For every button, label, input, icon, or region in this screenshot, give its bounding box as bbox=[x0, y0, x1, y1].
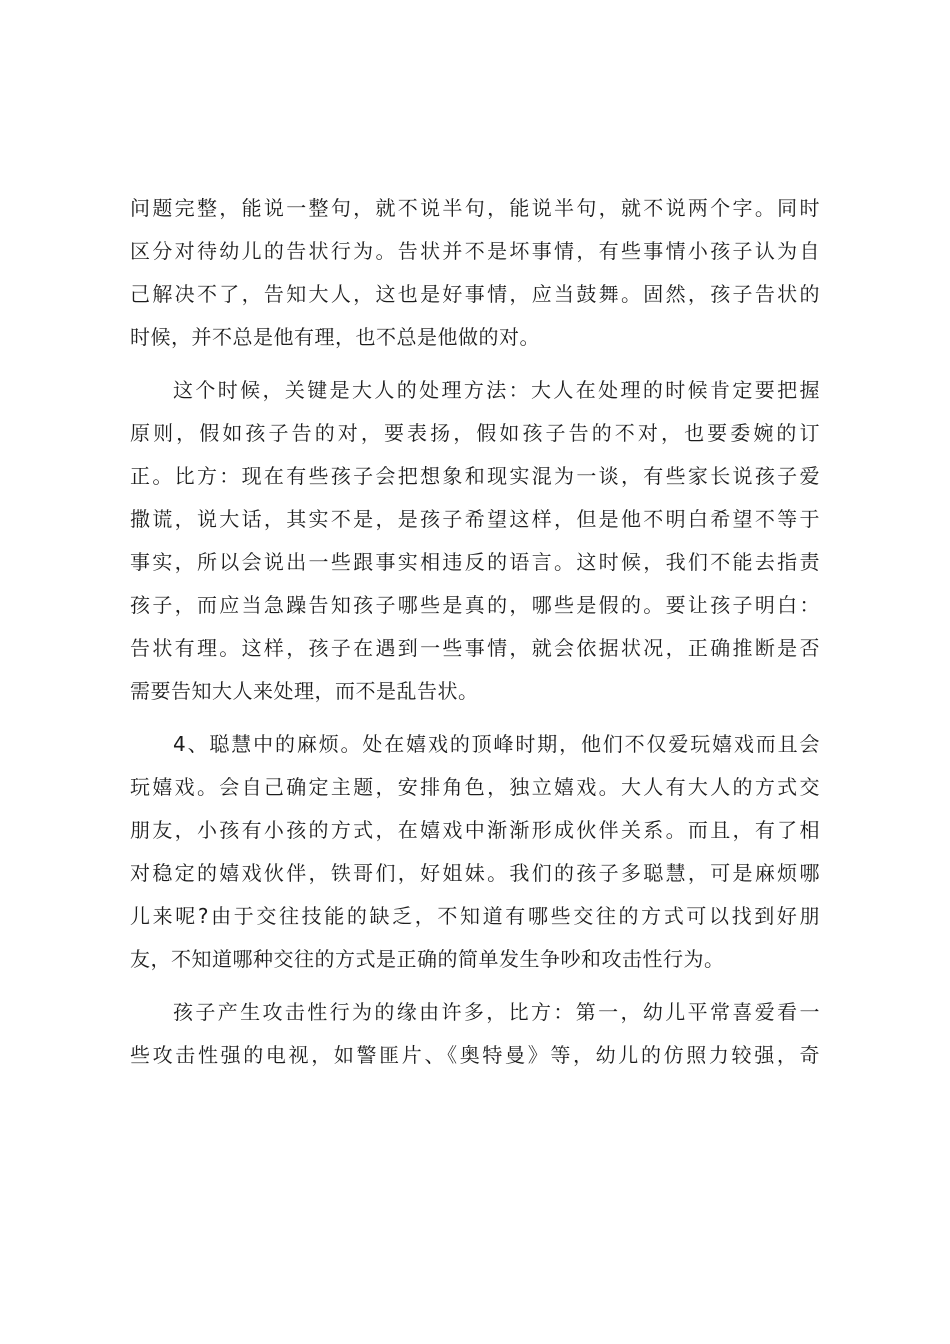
text-line: 告状有理。这样，孩子在遇到一些事情，就会依据状况，正确推断是否 bbox=[130, 636, 820, 660]
text-line: 儿来呢?由于交往技能的缺乏，不知道有哪些交往的方式可以找到好朋 bbox=[130, 904, 820, 928]
text-line: 朋友，小孩有小孩的方式，在嬉戏中渐渐形成伙伴关系。而且，有了相 bbox=[130, 818, 820, 842]
text-line: 撒谎，说大话，其实不是，是孩子希望这样，但是他不明白希望不等于 bbox=[130, 507, 820, 531]
text-line: 4、聪慧中的麻烦。处在嬉戏的顶峰时期，他们不仅爱玩嬉戏而且会 bbox=[173, 732, 820, 756]
text-line: 需要告知大人来处理，而不是乱告状。 bbox=[130, 679, 479, 703]
text-line: 原则，假如孩子告的对，要表扬，假如孩子告的不对，也要委婉的订 bbox=[130, 421, 820, 445]
document-body bbox=[130, 187, 820, 1077]
text-line: 友，不知道哪种交往的方式是正确的简单发生争吵和攻击性行为。 bbox=[130, 947, 725, 971]
text-line: 事实，所以会说出一些跟事实相违反的语言。这时候，我们不能去指责 bbox=[130, 550, 820, 574]
paragraph-3 bbox=[130, 723, 820, 981]
paragraph-4 bbox=[130, 991, 820, 1077]
text-line: 孩子，而应当急躁告知孩子哪些是真的，哪些是假的。要让孩子明白： bbox=[130, 593, 820, 617]
text-line: 些攻击性强的电视，如警匪片、《奥特曼》等，幼儿的仿照力较强，奇 bbox=[130, 1043, 820, 1067]
paragraph-1 bbox=[130, 187, 820, 359]
text-line: 正。比方：现在有些孩子会把想象和现实混为一谈，有些家长说孩子爱 bbox=[130, 464, 820, 488]
text-line: 时候，并不总是他有理，也不总是他做的对。 bbox=[130, 325, 540, 349]
paragraph-2 bbox=[130, 369, 820, 713]
text-line: 问题完整，能说一整句，就不说半句，能说半句，就不说两个字。同时 bbox=[130, 196, 820, 220]
text-line: 对稳定的嬉戏伙伴，铁哥们，好姐妹。我们的孩子多聪慧，可是麻烦哪 bbox=[130, 861, 820, 885]
text-line: 这个时候，关键是大人的处理方法：大人在处理的时候肯定要把握 bbox=[173, 378, 820, 402]
text-line: 玩嬉戏。会自己确定主题，安排角色，独立嬉戏。大人有大人的方式交 bbox=[130, 775, 820, 799]
text-line: 区分对待幼儿的告状行为。告状并不是坏事情，有些事情小孩子认为自 bbox=[130, 239, 820, 263]
text-line: 己解决不了，告知大人，这也是好事情，应当鼓舞。固然，孩子告状的 bbox=[130, 282, 820, 306]
text-line: 孩子产生攻击性行为的缘由许多，比方：第一，幼儿平常喜爱看一 bbox=[173, 1000, 820, 1024]
